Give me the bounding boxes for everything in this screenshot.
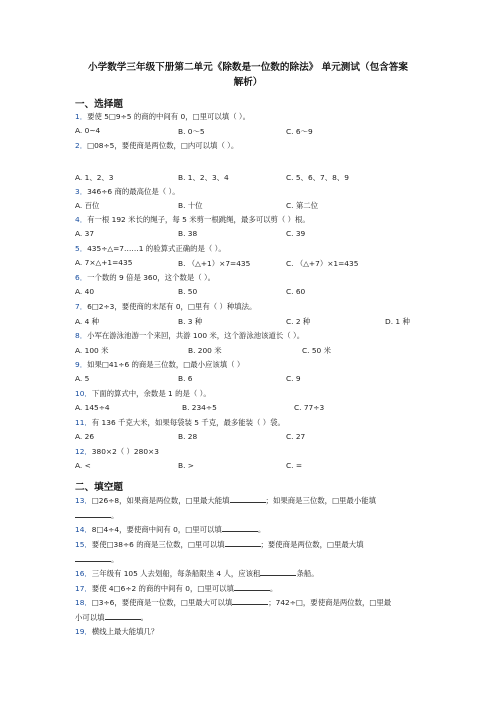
question-text: □08÷5，要使商是两位数，□内可以填（ ）。 bbox=[87, 141, 239, 150]
question-number: 7． bbox=[75, 302, 88, 311]
question-number: 5． bbox=[75, 244, 88, 253]
question-text: 三年级有 105 人去划船，每条船限坐 4 人，应该租 bbox=[91, 569, 261, 578]
option-b: B. 200 米 bbox=[188, 346, 222, 355]
question-8 bbox=[75, 330, 304, 341]
answer-blank[interactable] bbox=[234, 583, 270, 591]
question-number: 14． bbox=[75, 525, 92, 534]
question-4 bbox=[75, 214, 310, 225]
question-text: □3÷6，要使商是一位数，□里最大可以填 bbox=[91, 598, 233, 607]
question-18-continued bbox=[75, 612, 148, 623]
question-17 bbox=[75, 583, 277, 594]
option-c: C. 77÷3 bbox=[294, 403, 325, 412]
option-b: B. 28 bbox=[178, 432, 198, 441]
answer-blank[interactable] bbox=[75, 554, 111, 562]
question-15 bbox=[75, 539, 364, 550]
question-3 bbox=[75, 186, 180, 197]
option-b: B. 50 bbox=[178, 287, 198, 296]
answer-blank[interactable] bbox=[232, 597, 268, 605]
question-text: 346÷6 商的最高位是（ ）。 bbox=[87, 187, 180, 196]
question-12 bbox=[75, 446, 159, 457]
question-number: 12． bbox=[75, 447, 92, 456]
question-text: 如果□41÷6 的商是三位数，□最小应该填（ ） bbox=[87, 360, 245, 369]
option-a: A. 1、2、3 bbox=[75, 173, 114, 182]
option-c: C. 2 种 bbox=[286, 317, 311, 326]
question-text: 要使□38÷6 的商是三位数，□里可以填 bbox=[91, 540, 225, 549]
question-9 bbox=[75, 359, 244, 370]
option-a: A. 5 bbox=[75, 374, 90, 383]
question-19 bbox=[75, 626, 158, 637]
question-13 bbox=[75, 495, 376, 506]
option-c: C. 39 bbox=[286, 229, 306, 238]
option-c: C. 27 bbox=[286, 432, 306, 441]
question-11 bbox=[75, 417, 285, 428]
option-a: A. < bbox=[75, 461, 91, 470]
question-text: 一个数的 9 倍是 360，这个数是（ ）。 bbox=[87, 273, 216, 282]
question-text: 要使 4□6÷2 的商的中间有 0，□里可以填 bbox=[91, 584, 234, 593]
question-text: ；要使商是两位数，□里最大填 bbox=[260, 540, 364, 549]
question-text: 要使 5□9÷5 的商的中间有 0，□里可以填（ ）。 bbox=[87, 112, 251, 121]
option-a: A. 40 bbox=[75, 287, 95, 296]
option-b: B. 十位 bbox=[178, 201, 203, 210]
option-c: C. （△+7）×1=435 bbox=[286, 259, 359, 268]
answer-blank[interactable] bbox=[230, 495, 266, 503]
question-number: 18． bbox=[75, 598, 92, 607]
option-c: C. 60 bbox=[286, 287, 306, 296]
question-text: 横线上最大能填几？ bbox=[91, 627, 159, 636]
option-c: C. = bbox=[286, 461, 303, 470]
question-text: 。 bbox=[111, 511, 119, 520]
question-text: 。 bbox=[257, 525, 266, 534]
option-a: A. 37 bbox=[75, 229, 95, 238]
title-line-2: 解析） bbox=[233, 77, 263, 88]
option-a: A. 0~4 bbox=[75, 126, 101, 135]
question-text: 。 bbox=[269, 584, 278, 593]
question-7 bbox=[75, 301, 256, 312]
section-heading-fill: 二、填空题 bbox=[75, 482, 123, 493]
option-c: C. 50 米 bbox=[302, 346, 332, 355]
option-d: D. 1 种 bbox=[385, 317, 410, 326]
question-13-continued bbox=[75, 510, 118, 521]
question-number: 3． bbox=[75, 187, 88, 196]
question-number: 4． bbox=[75, 215, 88, 224]
option-b: B. （△+1）×7=435 bbox=[178, 259, 251, 268]
option-b: B. 3 种 bbox=[178, 317, 203, 326]
question-text: 380×2（ ）280×3 bbox=[91, 447, 159, 456]
question-text: 8□4÷4，要使商中间有 0，□里可以填 bbox=[91, 525, 222, 534]
option-a: A. 100 米 bbox=[75, 346, 109, 355]
question-14 bbox=[75, 524, 265, 535]
option-a: A. 百位 bbox=[75, 201, 100, 210]
option-b: B. 6 bbox=[178, 374, 193, 383]
question-1 bbox=[75, 111, 250, 122]
document-title bbox=[60, 60, 436, 90]
question-number: 1． bbox=[75, 112, 88, 121]
question-text: 条船。 bbox=[296, 569, 319, 578]
answer-blank[interactable] bbox=[105, 612, 141, 620]
option-c: C. 5、6、7、8、9 bbox=[286, 173, 349, 182]
question-5 bbox=[75, 243, 226, 254]
question-text: 有一根 192 米长的绳子，每 5 米剪一根跳绳，最多可以剪（ ）根。 bbox=[87, 215, 310, 224]
title-line-1: 小学数学三年级下册第二单元《除数是一位数的除法》 单元测试（包含答案 bbox=[88, 62, 408, 73]
option-a: A. 7×△+1=435 bbox=[75, 258, 133, 267]
question-text: ；如果商是三位数，□里最小能填 bbox=[265, 496, 376, 505]
question-number: 13． bbox=[75, 496, 92, 505]
question-number: 17． bbox=[75, 584, 92, 593]
question-text: 。 bbox=[111, 555, 119, 564]
section-heading-choice: 一、选择题 bbox=[75, 99, 123, 110]
question-number: 2． bbox=[75, 141, 88, 150]
question-number: 11． bbox=[75, 418, 92, 427]
option-c: C. 6～9 bbox=[286, 127, 313, 136]
question-10 bbox=[75, 388, 211, 399]
option-b: B. > bbox=[178, 461, 194, 470]
question-text: 小军在游泳池游一个来回，共游 100 米，这个游泳池该道长（ ）。 bbox=[87, 331, 305, 340]
question-text: 有 136 千克大米，如果每袋装 5 千克，最多能装（ ）袋。 bbox=[91, 418, 285, 427]
question-number: 19． bbox=[75, 627, 92, 636]
answer-blank[interactable] bbox=[75, 510, 111, 518]
question-16 bbox=[75, 568, 319, 579]
question-number: 16． bbox=[75, 569, 92, 578]
question-15-continued bbox=[75, 554, 118, 565]
question-number: 9． bbox=[75, 360, 88, 369]
question-2 bbox=[75, 140, 238, 151]
option-a: A. 26 bbox=[75, 432, 95, 441]
answer-blank[interactable] bbox=[225, 539, 261, 547]
question-number: 10． bbox=[75, 389, 92, 398]
question-text: 。 bbox=[140, 613, 148, 622]
question-number: 15． bbox=[75, 540, 92, 549]
option-b: B. 234÷5 bbox=[182, 403, 217, 412]
option-b: B. 38 bbox=[178, 229, 198, 238]
option-a: A. 4 种 bbox=[75, 317, 100, 326]
question-18 bbox=[75, 597, 391, 608]
option-b: B. 0～5 bbox=[178, 127, 205, 136]
question-text: □26÷8，如果商是两位数，□里最大能填 bbox=[91, 496, 230, 505]
question-text: 小可以填 bbox=[75, 613, 105, 622]
option-a: A. 145÷4 bbox=[75, 403, 110, 412]
question-text: 下面的算式中，余数是 1 的是（ ）。 bbox=[91, 389, 211, 398]
question-text: ；742÷□，要使商是两位数，□里最 bbox=[268, 598, 392, 607]
option-c: C. 9 bbox=[286, 374, 301, 383]
question-text: 435÷△=7……1 的验算式正确的是（ ）。 bbox=[87, 244, 226, 253]
answer-blank[interactable] bbox=[222, 524, 258, 532]
question-number: 6． bbox=[75, 273, 88, 282]
option-b: B. 1、2、3、4 bbox=[178, 173, 229, 182]
answer-blank[interactable] bbox=[260, 568, 296, 576]
question-text: 6□2÷3，要使商的末尾有 0，□里有（ ）种填法。 bbox=[87, 302, 257, 311]
question-6 bbox=[75, 272, 215, 283]
option-c: C. 第二位 bbox=[286, 201, 319, 210]
question-number: 8． bbox=[75, 331, 88, 340]
